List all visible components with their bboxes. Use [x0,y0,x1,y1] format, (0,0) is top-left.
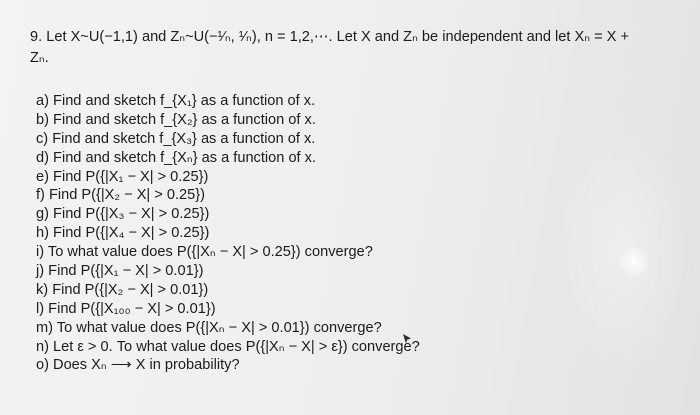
problem-statement [30,27,680,69]
problem-statement-line-1: 9. Let X~U(−1,1) and Zₙ~U(−¹⁄ₙ, ¹⁄ₙ), n = 1,2,⋯. Let X and Zₙ be independent and let Xₙ = X + [30,29,629,45]
part-b: b) Find and sketch f_{X₂} as a function of x. [36,111,316,128]
part-f: f) Find P({|X₂ − X| > 0.25}) [36,187,205,204]
part-m: m) To what value does P({|Xₙ − X| > 0.01}) converge? [36,319,382,336]
part-c: c) Find and sketch f_{X₃} as a function of x. [36,130,316,147]
part-k: k) Find P({|X₂ − X| > 0.01}) [36,281,209,298]
part-o: o) Does Xₙ ⟶ X in probability? [36,357,240,374]
part-d: d) Find and sketch f_{Xₙ} as a function of x. [36,149,317,166]
part-j: j) Find P({|X₁ − X| > 0.01}) [36,263,204,280]
part-g: g) Find P({|X₃ − X| > 0.25}) [36,206,210,223]
part-n: n) Let ε > 0. To what value does P({|Xₙ − X| > ε}) converge? [36,338,420,355]
part-e: e) Find P({|X₁ − X| > 0.25}) [36,168,209,185]
part-l: l) Find P({|X₁₀₀ − X| > 0.01}) [36,300,216,317]
problem-parts-list [36,92,420,375]
part-a: a) Find and sketch f_{X₁} as a function of x. [36,93,316,109]
cursor-arrow-icon [401,333,413,345]
part-i: i) To what value does P({|Xₙ − X| > 0.25}) converge? [36,244,373,261]
problem-statement-line-2: Zₙ. [30,50,49,66]
part-h: h) Find P({|X₄ − X| > 0.25}) [36,225,210,242]
light-glare-spot [620,248,648,276]
